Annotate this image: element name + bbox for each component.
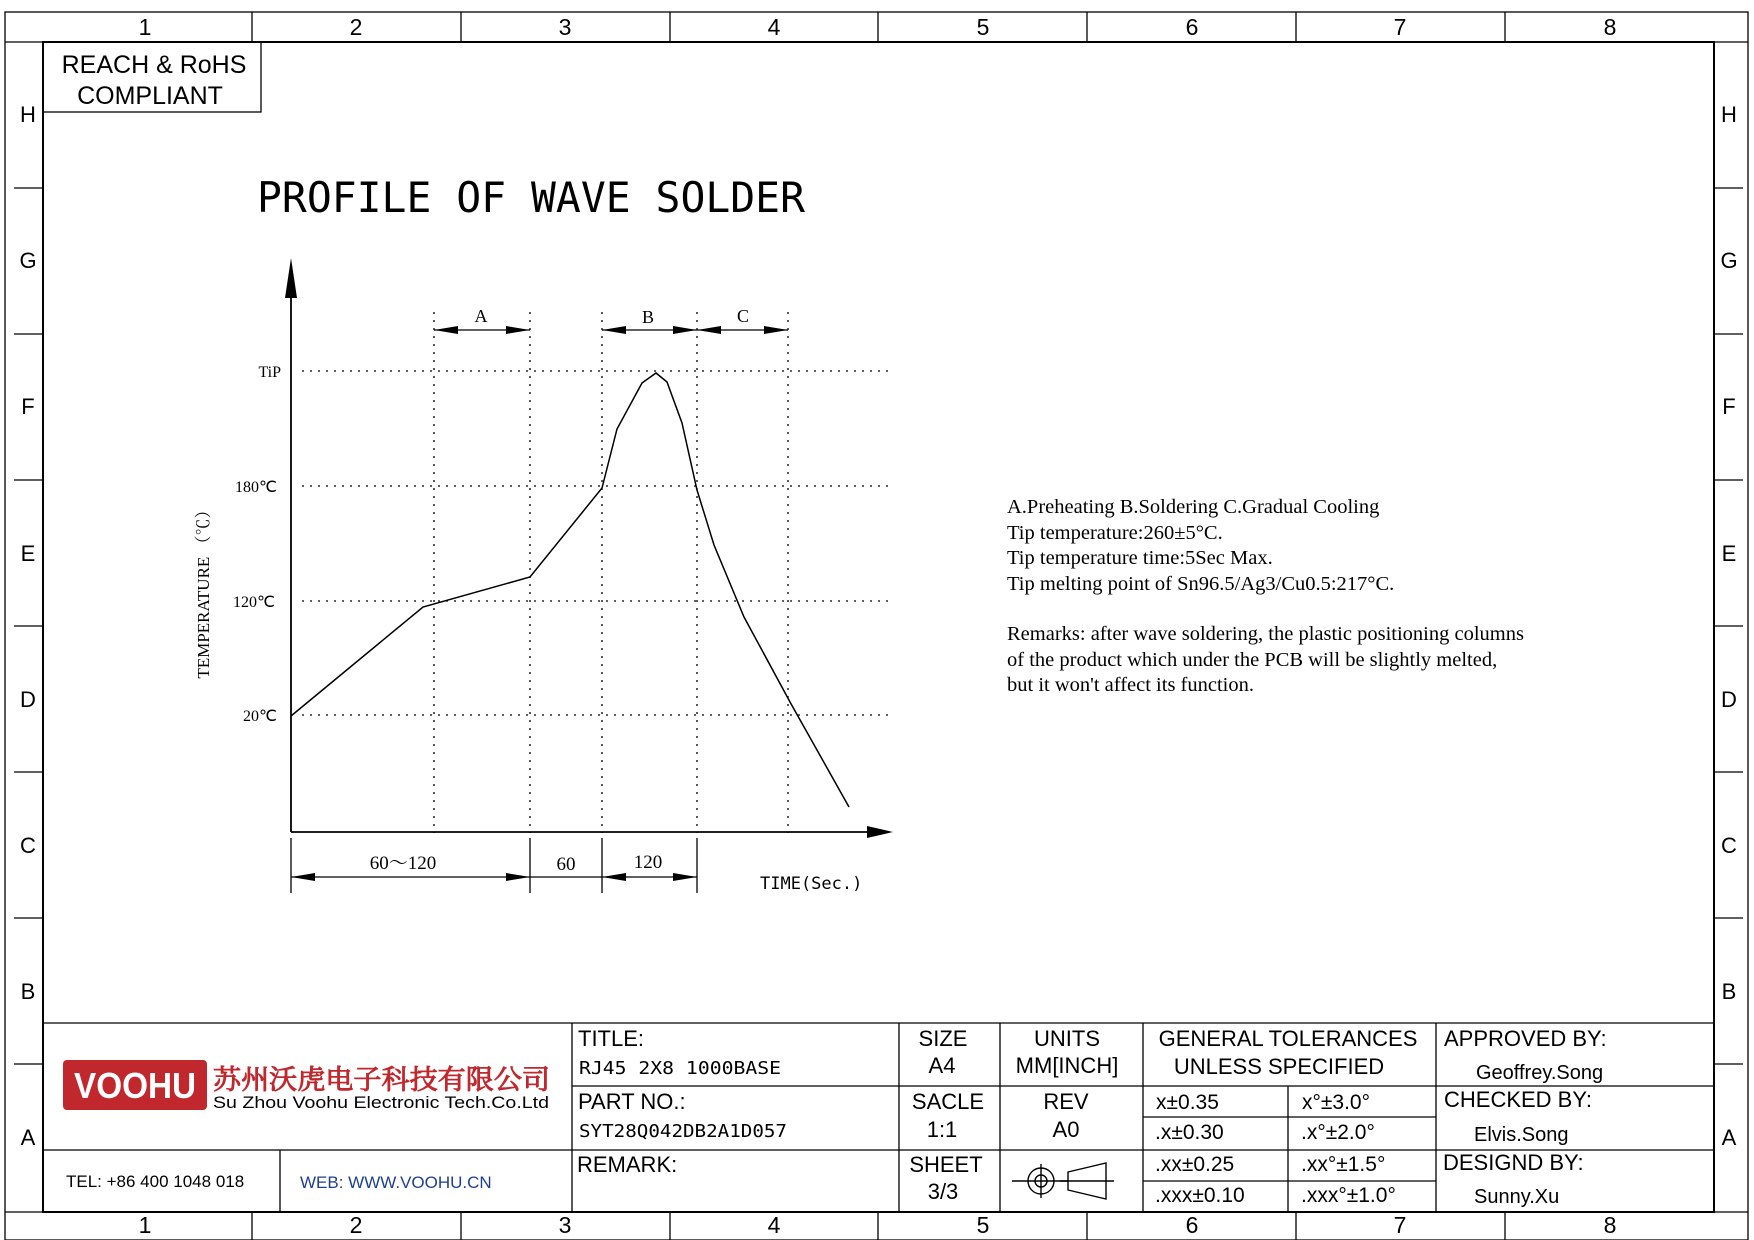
chart-grid <box>302 312 893 833</box>
remark-line-3: but it won't affect its function. <box>1007 674 1254 696</box>
temperature-profile-curve <box>291 373 849 807</box>
x-axis-arrowhead <box>867 826 893 838</box>
zone-row-f: F <box>21 394 35 419</box>
tolerance-heading-2: UNLESS SPECIFIED <box>1173 1054 1385 1079</box>
zone-row-b: B <box>20 979 36 1004</box>
zone-row-c: C <box>20 833 36 858</box>
scale-label: SACLE <box>911 1089 985 1114</box>
designed-label: DESIGND BY: <box>1443 1150 1584 1175</box>
voohu-logo <box>63 1060 207 1110</box>
approved-name: Geoffrey.Song <box>1476 1062 1604 1084</box>
note-melting-point: Tip melting point of Sn96.5/Ag3/Cu0.5:217°C. <box>1007 572 1395 595</box>
designed-name: Sunny.Xu <box>1474 1186 1560 1208</box>
title-value: RJ45 2X8 1000BASE <box>579 1058 781 1079</box>
zone-col-7-bottom: 7 <box>1393 1212 1407 1238</box>
compliance-line-2: COMPLIANT <box>77 82 223 110</box>
tolerance-heading-1: GENERAL TOLERANCES <box>1158 1026 1418 1051</box>
remark-line-1: Remarks: after wave soldering, the plastic positioning columns <box>1007 623 1524 645</box>
company-name-en: Su Zhou Voohu Electronic Tech.Co.Ltd <box>213 1094 549 1112</box>
zone-row-e: E <box>20 541 36 566</box>
title-block-fields <box>577 1026 1607 1208</box>
zone-col-2-bottom: 2 <box>349 1212 363 1238</box>
tolerance-angular-1: .x°±2.0° <box>1301 1121 1375 1144</box>
remark-line-2: of the product which under the PCB will be slightly melted, <box>1007 648 1498 671</box>
zone-col-4-bottom: 4 <box>767 1212 781 1238</box>
y-tick-20: 20℃ <box>243 708 277 725</box>
zone-row-a: A <box>20 1125 36 1150</box>
zone-col-8: 8 <box>1603 14 1617 40</box>
zone-row-g-right: G <box>1720 248 1738 273</box>
title-label: TITLE: <box>578 1026 645 1051</box>
part-no-label: PART NO.: <box>578 1089 686 1114</box>
units-value: MM[INCH] <box>1015 1053 1119 1078</box>
tolerance-angular-3: .xxx°±1.0° <box>1301 1184 1396 1207</box>
scale-value: 1:1 <box>926 1117 958 1142</box>
chart-axes <box>285 258 893 838</box>
zone-row-g: G <box>19 248 37 273</box>
y-tick-labels <box>233 364 281 725</box>
note-tip-temperature: Tip temperature:260±5°C. <box>1007 521 1223 544</box>
zone-row-d: D <box>20 687 36 712</box>
remark-label: REMARK: <box>577 1152 678 1177</box>
checked-name: Elvis.Song <box>1474 1124 1569 1146</box>
y-tick-tip: TiP <box>258 364 281 381</box>
drawing-title: PROFILE OF WAVE SOLDER <box>257 173 806 222</box>
zone-col-8-bottom: 8 <box>1603 1212 1617 1238</box>
tolerance-linear-0: x±0.35 <box>1156 1091 1219 1114</box>
zone-col-2: 2 <box>349 14 363 40</box>
zone-col-6-bottom: 6 <box>1185 1212 1199 1238</box>
zone-col-3: 3 <box>558 14 572 40</box>
phase-dimension-lines <box>434 326 788 334</box>
logo-wordmark: VOOHU <box>74 1065 196 1106</box>
checked-label: CHECKED BY: <box>1444 1087 1592 1112</box>
notes-spacer <box>1007 597 1647 622</box>
zone-row-e-right: E <box>1721 541 1737 566</box>
wave-solder-profile-chart <box>194 258 893 894</box>
duration-labels <box>370 852 663 875</box>
zone-col-4: 4 <box>767 14 781 40</box>
x-axis-label: TIME(Sec.) <box>760 874 863 894</box>
zone-col-3-bottom: 3 <box>558 1212 572 1238</box>
sheet-label: SHEET <box>909 1152 983 1177</box>
first-angle-projection-icon <box>1012 1163 1114 1199</box>
note-tip-time: Tip temperature time:5Sec Max. <box>1007 547 1273 569</box>
tolerance-linear-2: .xx±0.25 <box>1155 1153 1235 1176</box>
zone-col-1: 1 <box>138 14 152 40</box>
part-no-value: SYT28Q042DB2A1D057 <box>579 1121 787 1142</box>
y-axis-label: TEMPERATURE （℃） <box>194 501 213 679</box>
units-label: UNITS <box>1034 1026 1100 1051</box>
y-tick-180: 180℃ <box>235 479 277 496</box>
tolerance-angular-0: x°±3.0° <box>1302 1091 1371 1114</box>
rev-label: REV <box>1043 1089 1089 1114</box>
process-notes <box>1007 495 1647 699</box>
tolerance-linear-3: .xxx±0.10 <box>1155 1184 1245 1207</box>
duration-label-ramp: 60 <box>556 854 576 875</box>
zone-row-h: H <box>20 102 36 127</box>
size-label: SIZE <box>918 1026 968 1051</box>
zone-col-7: 7 <box>1393 14 1407 40</box>
zone-row-c-right: C <box>1721 833 1737 858</box>
note-phases: A.Preheating B.Soldering C.Gradual Cooling <box>1007 496 1380 518</box>
rev-value: A0 <box>1052 1117 1080 1142</box>
y-axis-arrowhead <box>285 258 297 298</box>
zone-col-6: 6 <box>1185 14 1199 40</box>
company-name-cn: 苏州沃虎电子科技有限公司 <box>213 1065 550 1095</box>
sheet-value: 3/3 <box>927 1179 959 1204</box>
compliance-box <box>43 42 261 112</box>
tolerance-linear-1: .x±0.30 <box>1155 1121 1224 1144</box>
phase-labels <box>475 306 750 327</box>
tolerance-angular-2: .xx°±1.5° <box>1301 1153 1386 1176</box>
zone-col-5-bottom: 5 <box>976 1212 990 1238</box>
compliance-line-1: REACH & RoHS <box>61 51 247 79</box>
size-value: A4 <box>928 1053 956 1078</box>
company-tel: TEL: +86 400 1048 018 <box>66 1172 245 1191</box>
phase-label-b: B <box>641 307 655 327</box>
zone-row-a-right: A <box>1721 1125 1737 1150</box>
approved-label: APPROVED BY: <box>1444 1026 1607 1051</box>
zone-row-d-right: D <box>1721 687 1737 712</box>
phase-label-a: A <box>474 306 488 326</box>
zone-row-b-right: B <box>1721 979 1737 1004</box>
duration-label-preheat: 60～120 <box>369 853 437 874</box>
title-block-grid <box>43 1023 1714 1212</box>
y-tick-120: 120℃ <box>233 594 275 611</box>
zone-row-h-right: H <box>1721 102 1737 127</box>
phase-label-c: C <box>736 306 750 326</box>
company-web: WEB: WWW.VOOHU.CN <box>300 1173 492 1192</box>
zone-col-1-bottom: 1 <box>138 1212 152 1238</box>
zone-row-f-right: F <box>1722 394 1736 419</box>
zone-col-5: 5 <box>976 14 990 40</box>
duration-label-solder: 120 <box>633 852 663 873</box>
